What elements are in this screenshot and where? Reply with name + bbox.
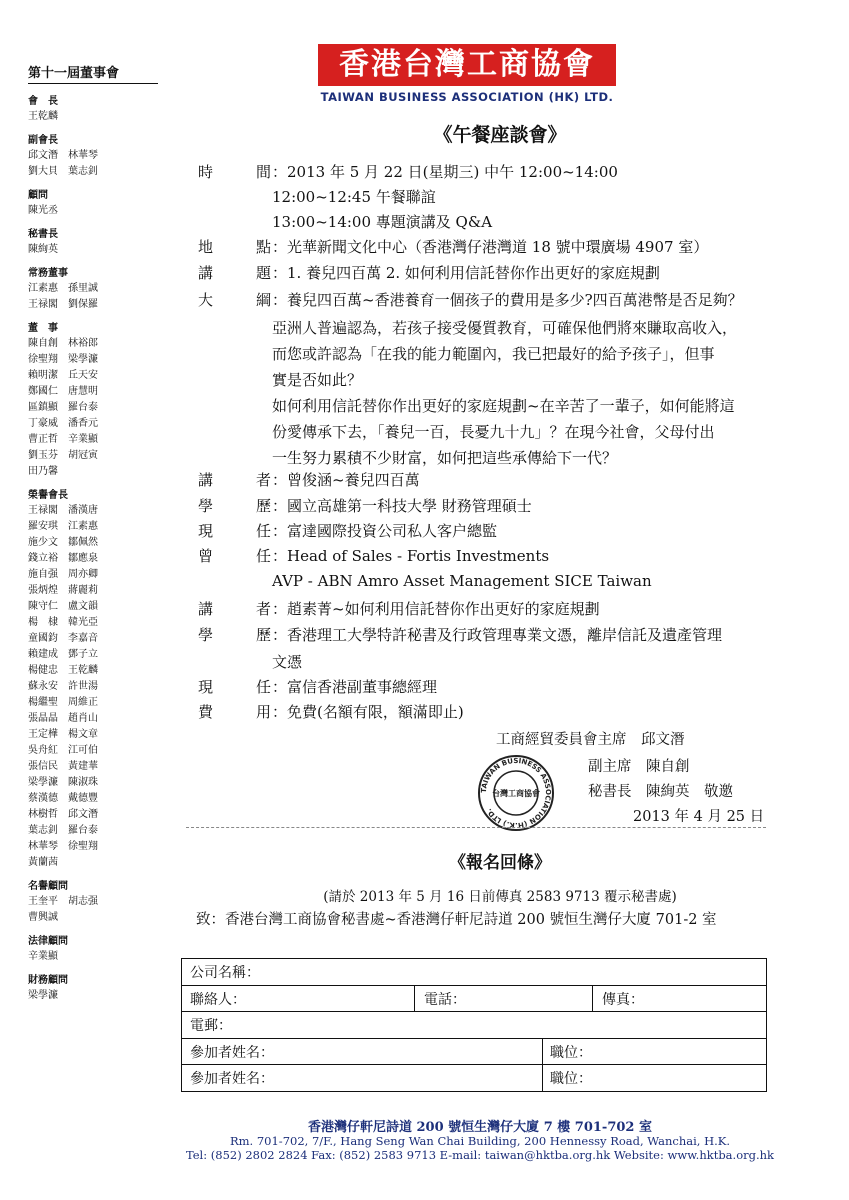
sidebar-member-line: 王乾麟 (28, 111, 58, 122)
time-value: ：2013 年 5 月 22 日(星期三) 中午 12:00~14:00 (272, 163, 618, 181)
label-char: 歷 (256, 497, 272, 515)
sidebar-section-heading: 常務董事 (28, 268, 68, 279)
attendee-position-field[interactable]: 職位： (550, 1045, 592, 1061)
signature-secretary: 秘書長 陳絢英 敬邀 (588, 784, 733, 800)
time-line-2: 12:00~12:45 午餐聯誼 (272, 188, 436, 206)
sidebar-member-line: 賴明潔 丘天安 (28, 370, 98, 381)
contact-field[interactable]: 聯絡人： (190, 992, 246, 1008)
sidebar-member-line: 劉玉芬 胡冠寅 (28, 450, 98, 461)
label-char: 地 (198, 238, 214, 256)
label-char: 任 (256, 547, 272, 565)
label-char: 者 (256, 471, 272, 489)
outline-line: 如何利用信託替你作出更好的家庭規劃~在辛苦了一輩子，如何能將這 (272, 397, 735, 415)
page-title: 《午餐座談會》 (433, 124, 567, 146)
sidebar-member-line: 林樹哲 邱文潛 (28, 809, 98, 820)
footer-address-cn: 香港灣仔軒尼詩道 200 號恒生灣仔大廈 7 樓 701-702 室 (307, 1120, 652, 1135)
label-char: 用 (256, 703, 272, 721)
sidebar-member-line: 蔡漢德 戴德豐 (28, 793, 98, 804)
sidebar-sections (28, 92, 158, 1004)
label-char: 曾 (198, 547, 214, 565)
education-2-line-2: 文憑 (272, 653, 303, 671)
label-char: 講 (198, 264, 214, 282)
sidebar-member-line: 陳自創 林裕郎 (28, 338, 98, 349)
sidebar-member-line: 林華琴 徐聖翔 (28, 841, 98, 852)
outline-line: 一生努力累積不少財富，如何把這些承傳給下一代？ (272, 449, 618, 467)
time-line-3: 13:00~14:00 專題演講及 Q&A (272, 213, 493, 231)
email-field[interactable]: 電郵： (190, 1018, 232, 1034)
education-2-value: ：香港理工大學特許秘書及行政管理專業文憑，離岸信託及遺產管理 (272, 626, 723, 644)
form-title: 《報名回條》 (449, 853, 551, 873)
label-char: 者 (256, 600, 272, 618)
association-seal (476, 753, 556, 833)
seal-center-text: 台灣工商協會 (492, 788, 540, 798)
label-char: 題 (256, 264, 272, 282)
sidebar-section-heading: 榮譽會長 (28, 490, 68, 501)
sidebar-member-line: 賴建成 鄧子立 (28, 649, 98, 660)
sidebar-member-line: 楊健忠 王乾麟 (28, 665, 98, 676)
past-1-value: ：Head of Sales - Fortis Investments (272, 547, 550, 565)
fee-value: ：免費(名額有限，額滿即止) (272, 703, 464, 721)
sidebar-member-line: 陳守仁 盧文韻 (28, 601, 98, 612)
sidebar-member-line: 羅安琪 江素惠 (28, 521, 98, 532)
table-row (182, 985, 766, 1012)
footer-address-en: Rm. 701-702, 7/F., Hang Seng Wan Chai Building, 200 Hennessy Road, Wanchai, H.K. (229, 1134, 731, 1148)
label-char: 間 (256, 163, 272, 181)
sidebar-member-line: 曹興誠 (28, 912, 58, 923)
sidebar-member-line: 梁學濂 陳淑珠 (28, 777, 98, 788)
label-char: 任 (256, 522, 272, 540)
label-char: 綱 (256, 291, 272, 309)
sidebar-title: 第十一屆董事會 (28, 62, 158, 84)
label-char: 學 (198, 626, 214, 644)
sidebar-section-heading: 會 長 (28, 96, 58, 107)
sidebar-member-line: 辛業顯 (28, 951, 58, 962)
label-char: 現 (198, 678, 214, 696)
sidebar-member-line: 劉大貝 葉志釗 (28, 166, 98, 177)
sidebar-member-line: 楊 棣 韓光亞 (28, 617, 98, 628)
cut-line (186, 827, 766, 828)
sidebar-member-line: 王禄閣 劉保羅 (28, 299, 98, 310)
sidebar-member-line: 錢立裕 鄒應泉 (28, 553, 98, 564)
outline-line: 亞洲人普遍認為，若孩子接受優質教育，可確保他們將來賺取高收入， (272, 319, 738, 337)
form-note: (請於 2013 年 5 月 16 日前傳真 2583 9713 覆示秘書處) (323, 889, 677, 905)
sidebar-member-line: 施少文 鄒佩然 (28, 537, 98, 548)
outline-line: 實是否如此？ (272, 371, 363, 389)
outline-line: ：養兒四百萬~香港養育一個孩子的費用是多少?四百萬港幣是否足夠？ (272, 291, 743, 309)
label-char: 時 (198, 163, 214, 181)
outline-line: 份愛傳承下去，「養兒一百，長憂九十九」？在現今社會，父母付出 (272, 423, 715, 441)
phone-field[interactable]: 電話： (424, 992, 466, 1008)
label-char: 大 (198, 291, 214, 309)
sidebar-member-line: 陳光丞 (28, 205, 58, 216)
sidebar-member-line: 王定樺 楊文章 (28, 729, 98, 740)
sidebar-member-line: 田乃馨 (28, 466, 58, 477)
label-char: 任 (256, 678, 272, 696)
org-logo-cn: 香港台灣工商協會 (318, 44, 616, 86)
sidebar-member-line: 黃蘭茜 (28, 857, 58, 868)
label-char: 講 (198, 471, 214, 489)
past-line-2: AVP - ABN Amro Asset Management SICE Taiwan (272, 572, 652, 590)
sidebar-member-line: 張晶晶 趙肖山 (28, 713, 98, 724)
table-row (182, 959, 766, 985)
current-2-value: ：富信香港副董事總經理 (272, 678, 438, 696)
seal-ring-text: TAIWAN BUSINESS ASSOCIATION (H.K.) LTD. (479, 756, 553, 830)
issue-date: 2013 年 4 月 25 日 (633, 809, 765, 825)
table-row (182, 1038, 766, 1065)
sidebar-member-line: 張信民 黃建華 (28, 761, 98, 772)
sidebar-member-line: 梁學濂 (28, 990, 58, 1001)
sidebar-member-line: 蘇永安 許世湯 (28, 681, 98, 692)
sidebar-member-line: 王奎平 胡志强 (28, 896, 98, 907)
company-field[interactable]: 公司名稱： (190, 965, 260, 981)
sidebar-member-line: 童國鈞 李嘉音 (28, 633, 98, 644)
sidebar-member-line: 區鎮顯 羅台泰 (28, 402, 98, 413)
label-char: 學 (198, 497, 214, 515)
sidebar-member-line: 王禄閣 潘漢唐 (28, 505, 98, 516)
sidebar-section-heading: 名譽顧問 (28, 881, 68, 892)
sidebar-member-line: 丁豪威 潘香元 (28, 418, 98, 429)
sidebar-member-line: 邱文潛 林華琴 (28, 150, 98, 161)
signature-vice-chair: 副主席 陳自創 (588, 759, 690, 775)
sidebar-member-line: 施自强 周亦卿 (28, 569, 98, 580)
sidebar-section-heading: 副會長 (28, 135, 58, 146)
sidebar-section-heading: 顧問 (28, 190, 48, 201)
education-1-value: ：國立高雄第一科技大學 財務管理碩士 (272, 497, 532, 515)
sidebar-member-line: 曹正哲 辛業顯 (28, 434, 98, 445)
place-value: ：光華新聞文化中心（香港灣仔港灣道 18 號中環廣場 4907 室） (272, 238, 709, 256)
sidebar-section-heading: 法律顧問 (28, 936, 68, 947)
sidebar-member-line: 徐聖翔 梁學濂 (28, 354, 98, 365)
sidebar-section-heading: 財務顧問 (28, 975, 68, 986)
sidebar-member-line: 吳舟紅 江可伯 (28, 745, 98, 756)
footer-contact: Tel: (852) 2802 2824 Fax: (852) 2583 9713 E-mail: taiwan@hktba.org.hk Website: www.hktba.org.hk (185, 1148, 775, 1162)
registration-table (181, 958, 767, 1092)
org-logo-en: TAIWAN BUSINESS ASSOCIATION (HK) LTD. (320, 90, 614, 104)
label-char: 費 (198, 703, 214, 721)
attendee-name-field[interactable]: 參加者姓名： (190, 1045, 274, 1061)
board-sidebar (28, 62, 158, 1004)
fax-field[interactable]: 傳真： (602, 992, 644, 1008)
sidebar-member-line: 楊繼聖 周維正 (28, 697, 98, 708)
sidebar-member-line: 陳絢英 (28, 244, 58, 255)
sidebar-section-heading: 秘書長 (28, 229, 58, 240)
label-char: 歷 (256, 626, 272, 644)
topic-value: ：1. 養兒四百萬 2. 如何利用信託替你作出更好的家庭規劃 (272, 264, 660, 282)
table-row (182, 1064, 766, 1091)
outline-line: 而您或許認為「在我的能力範圍內，我已把最好的給予孩子」，但事 (272, 345, 715, 363)
sidebar-member-line: 張炳煌 蔣麗莉 (28, 585, 98, 596)
form-recipient: 致：香港台灣工商協會秘書處~香港灣仔軒尼詩道 200 號恒生灣仔大廈 701-2 室 (196, 912, 717, 928)
sidebar-member-line: 江素惠 孫里誠 (28, 283, 98, 294)
label-char: 講 (198, 600, 214, 618)
speaker-2-value: ：趙素菁~如何利用信託替你作出更好的家庭規劃 (272, 600, 600, 618)
speaker-1-value: ：曾俊涵~養兒四百萬 (272, 471, 420, 489)
sidebar-section-heading: 董 事 (28, 323, 58, 334)
label-char: 現 (198, 522, 214, 540)
attendee-position-field[interactable]: 職位： (550, 1071, 592, 1087)
table-row (182, 1011, 766, 1038)
signature-chair: 工商經貿委員會主席 邱文潛 (496, 732, 685, 748)
attendee-name-field[interactable]: 參加者姓名： (190, 1071, 274, 1087)
sidebar-member-line: 葉志釗 羅台泰 (28, 825, 98, 836)
current-1-value: ：富達國際投資公司私人客户總監 (272, 522, 498, 540)
label-char: 點 (256, 238, 272, 256)
sidebar-member-line: 鄭國仁 唐慧明 (28, 386, 98, 397)
